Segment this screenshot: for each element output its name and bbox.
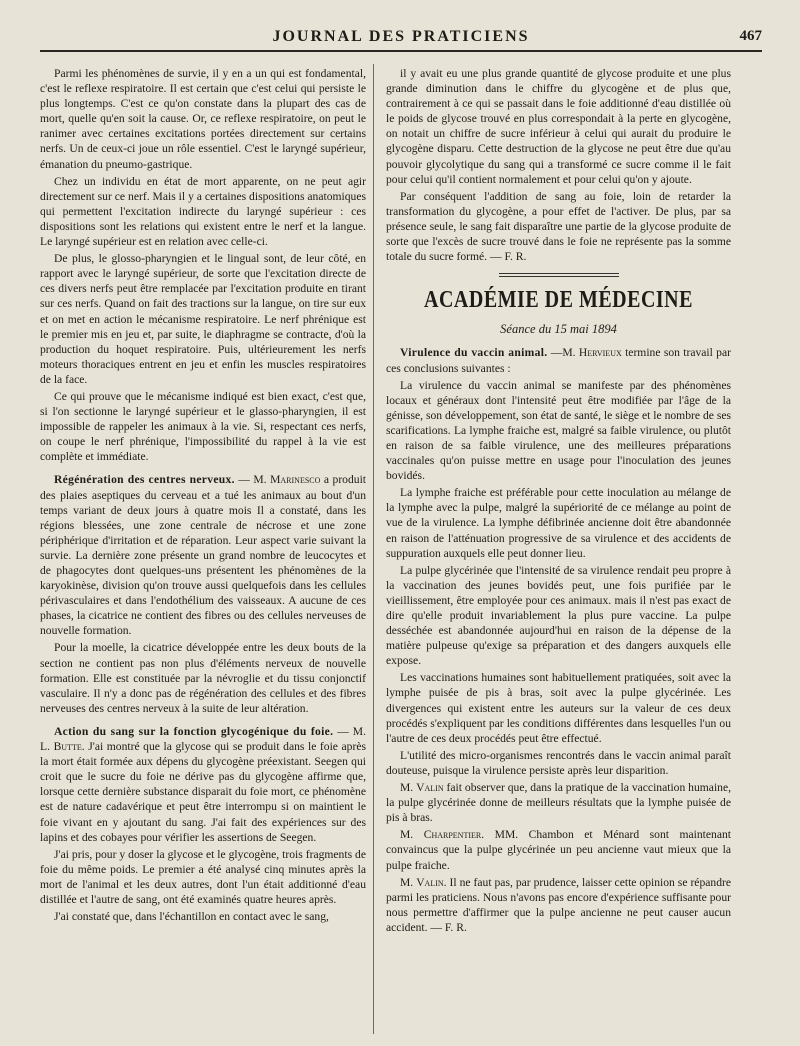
article-rubric: Régénération des centres nerveux. xyxy=(54,473,235,487)
article-text: . J'ai montré que la glycose qui se produit dans le foie après la mort était formée aux dépens du glycogène préexistant. Seegen qui croit que le sucre du foie ne dérive pas du glycogène affirme que, lorsque cette dernière substance disparait du foie mort, ce phénomène est de nature cadavérique et peut être interrompu si on maintient le foie vivant en y ajoutant du sang. J'ai fait des expériences sur des lapins et des cobayes pour vérifier les assertions de Seegen. xyxy=(40,740,366,844)
article-rubric: Virulence du vaccin animal. xyxy=(400,346,548,360)
article-virulence xyxy=(386,345,731,375)
prefix-m: M. xyxy=(400,875,417,889)
right-column xyxy=(386,66,731,937)
running-title: JOURNAL DES PRATICIENS xyxy=(272,28,530,45)
author-name: Marinesco xyxy=(270,473,321,487)
author-name: Valin xyxy=(416,781,444,795)
author-name: Butte xyxy=(53,740,82,754)
session-date: Séance du 15 mai 1894 xyxy=(500,322,617,337)
prefix-m: M. xyxy=(400,828,424,842)
article-text: termine son travail par ces conclusions suivantes : xyxy=(386,346,731,375)
paragraph: Pour la moelle, la cicatrice développée entre les deux bouts de la section ne contient pas non plus d'éléments nerveux de nouvelle formation. Elle est constituée par la névroglie et du tissu conjonctif vasculaire. Il n'y a donc pas de régénération des cellules et des fibres nerveuses des centres nerveux à la suite de leur altération. xyxy=(40,641,366,715)
paragraph: J'ai pris, pour y doser la glycose et le glycogène, trois fragments de foie du même poids. Le premier a été analysé cinq minutes après la mort de l'animal et les deux autres, dont l'un était additionné d'eau distillée et l'autre de sang, ont été examinés quatre heures après. xyxy=(40,847,366,906)
author-name: Hervieux xyxy=(578,346,622,360)
intervention-text: fait observer que, dans la pratique de la vaccination humaine, la pulpe glycérinée donne de meilleurs résultats que la lymphe puisée de pis à bras. xyxy=(386,781,732,825)
prefix-m: M. xyxy=(400,781,417,795)
paragraph: De plus, le glosso-pharyngien et le lingual sont, de leur côté, en rapport avec le laryngé supérieur, de sorte que l'excitation directe de ces divers nerfs peut être remplacée par l'excitation produite en tirant sur ces nerfs. Quand on fait des tractions sur la langue, on tire sur eux et on met en action le mécanisme respiratoire. Le nerf phrénique est le premier mis en jeu et, par suite, le diaphragme se contracte, d'où la production du hoquet respiratoire. Puis, ultérieurement les nerfs moteurs thoraciques entrent en jeu et enfin les muscles respiratoires de la face. xyxy=(40,252,366,386)
page-number: 467 xyxy=(739,28,762,44)
paragraph: Chez un individu en état de mort apparente, on ne peut agir directement sur ce nerf. Mais il y a certaines dispositions anatomiques qui permettent l'excitation indirecte du laryngé supérieur : ces dispositions sont les relations qui existent entre le nerf et la langue. Le laryngé supérieur est en relation avec celle-ci. xyxy=(40,174,366,249)
rubric-dash: —M. xyxy=(547,346,579,360)
page-header xyxy=(40,28,762,52)
rubric-dash: — M. L. xyxy=(40,724,366,754)
paragraph: Parmi les phénomènes de survie, il y en a un qui est fondamental, c'est le reflexe respiratoire. Il est certain que c'est celui qui persiste le plus longtemps. C'est ce qu'on constate dans la plupart des cas de mort, quelle qu'en soit la cause. Or, ce reflexe respiratoire, on peut le ranimer avec certaines excitations portées directement sur certains nerfs. Un de ceux-ci joue un rôle essentiel. C'est le laryngé supérieur, émanation du pneumo-gastrique. xyxy=(40,67,366,171)
author-name: Valin xyxy=(416,875,444,889)
paragraph: La virulence du vaccin animal se manifeste par des phénomènes locaux et généraux dont l'intensité peut être modifiée par l'âge de la génisse, son développement, son état de santé, le siège et le nombre de ses scarifications. La lymphe fraiche est, malgré sa faible virulence, ou plutôt en raison de sa faible virulence, une des meilleures préparations vaccinales qu'on puisse mettre en usage pour l'inoculation des jeunes bovidés. xyxy=(386,378,731,483)
left-column xyxy=(40,66,366,926)
paragraph: La pulpe glycérinée que l'intensité de sa virulence rendait peu propre à la vaccination des jeunes bovidés peut, une fois purifiée par le vieillissement, être employée pour ces animaux. mais il n'est pas exact de dire qu'elle produit invariablement la plus pure vaccine. La pulpe desséchée est abandonnée aujourd'hui en raison de la dépense de la matière pulpeuse qu'exige sa préparation et des dangers auxquels elle expose. xyxy=(386,563,731,668)
paragraph: J'ai constaté que, dans l'échantillon en contact avec le sang, xyxy=(54,910,329,924)
section-separator xyxy=(499,273,619,277)
intervention-charpentier xyxy=(386,827,731,872)
intervention-text: . MM. Chambon et Ménard sont maintenant convaincus que la pulpe glycérinée un peu ancienne vaut mieux que la pulpe fraiche. xyxy=(386,828,731,872)
article-rubric: Action du sang sur la fonction glycogénique du foie. xyxy=(54,724,334,738)
paragraph: il y avait eu une plus grande quantité de glycose produite et une plus grande diminution dans le chiffre du glycogène et de plus que, contrairement à ce qui se passait dans le foie additionné d'eau distillée où le poids de glycose trouvé en plus correspondait à la perte en glycogène, on notait un chiffre de sucre inférieur à celui qui aurait du produire le glycogène disparu. Cette destruction de la glycose ne peut être due qu'au pouvoir glycolytique du sang qui a transformé ce sucre comme il le fait pour celui qu'il contient normalement et pour celui qu'on y ajoute. xyxy=(386,67,731,186)
article-regeneration xyxy=(40,472,366,638)
author-name: Charpentier xyxy=(423,828,482,842)
paragraph: Par conséquent l'addition de sang au foie, loin de retarder la transformation du glycogène, a pour effet de l'activer. De plus, par sa présence seule, le sang fait disparaître une partie de la glycose produite de sorte que l'excès de sucre trouvé dans le foie ne représente pas la somme totale du sucre formé. — F. R. xyxy=(386,189,731,264)
article-text: a produit des plaies aseptiques du cerveau et a tué les animaux au bout d'un temps variant de deux jours à quatre mois Il a constaté, dans les régions blessées, une zone centrale de nécrose et une zone périphérique d'irritation et de réparation. Leur aspect varie suivant la survie. La dernière zone présente un grand nombre de leucocytes et de phagocytes dont quelques-uns présentent les phénomènes de la karyokinèse, division qu'on trouve aussi quelquefois dans les cellules périvasculaires et dans l'endothélium des vaisseaux. A aucune de ces phases, la cicatrice ne contient des fibres ou des cellules nerveuses de nouvelle formation. xyxy=(40,473,367,638)
paragraph: L'utilité des micro-organismes rencontrés dans le vaccin animal paraît douteuse, puisque la virulence persiste après leur disparition. xyxy=(386,748,731,777)
column-divider xyxy=(373,64,374,1034)
section-title: ACADÉMIE DE MÉDECINE xyxy=(424,286,693,314)
rubric-dash: — M. xyxy=(234,473,271,487)
paragraph: Les vaccinations humaines sont habituellement pratiquées, soit avec la lymphe puisée de pis à bras, soit avec la pulpe glycérinée. Les divergences qui existent entre les auteurs sur la valeur de ces deux procédés s'expliquent par les conditions différentes dans lesquelles l'un ou l'autre de ces deux procédés peut être effectué. xyxy=(386,671,731,745)
intervention-valin-2 xyxy=(386,875,731,935)
article-action-sang xyxy=(40,724,366,845)
paragraph: La lymphe fraiche est préférable pour cette inoculation au mélange de la lymphe avec la pulpe, malgré la supériorité de ce mélange au point de vue de la virulence. La lymphe défibrinée ancienne doit être abandonnée en raison de l'atténuation progressive de sa virulence et des accidents de suppuration auxquels elle peut donner lieu. xyxy=(386,486,731,560)
intervention-valin xyxy=(386,780,731,825)
paragraph: Ce qui prouve que le mécanisme indiqué est bien exact, c'est que, si l'on sectionne le laryngé supérieur et le glasso-pharyngien, il est impossible de rappeler les animaux à la vie. Si, respectant ces nerfs, on coupe le nerf phrénique, l'impossibilité du rappel à la vie est complète et immédiate. xyxy=(40,389,366,464)
intervention-text: . Il ne faut pas, par prudence, laisser cette opinion se répandre parmi les praticiens. Nous n'avons pas encore d'expérience suffisante pour nous permettre d'affirmer que la pulpe ancienne ne peut causer aucun accident. — F. R. xyxy=(386,875,731,934)
